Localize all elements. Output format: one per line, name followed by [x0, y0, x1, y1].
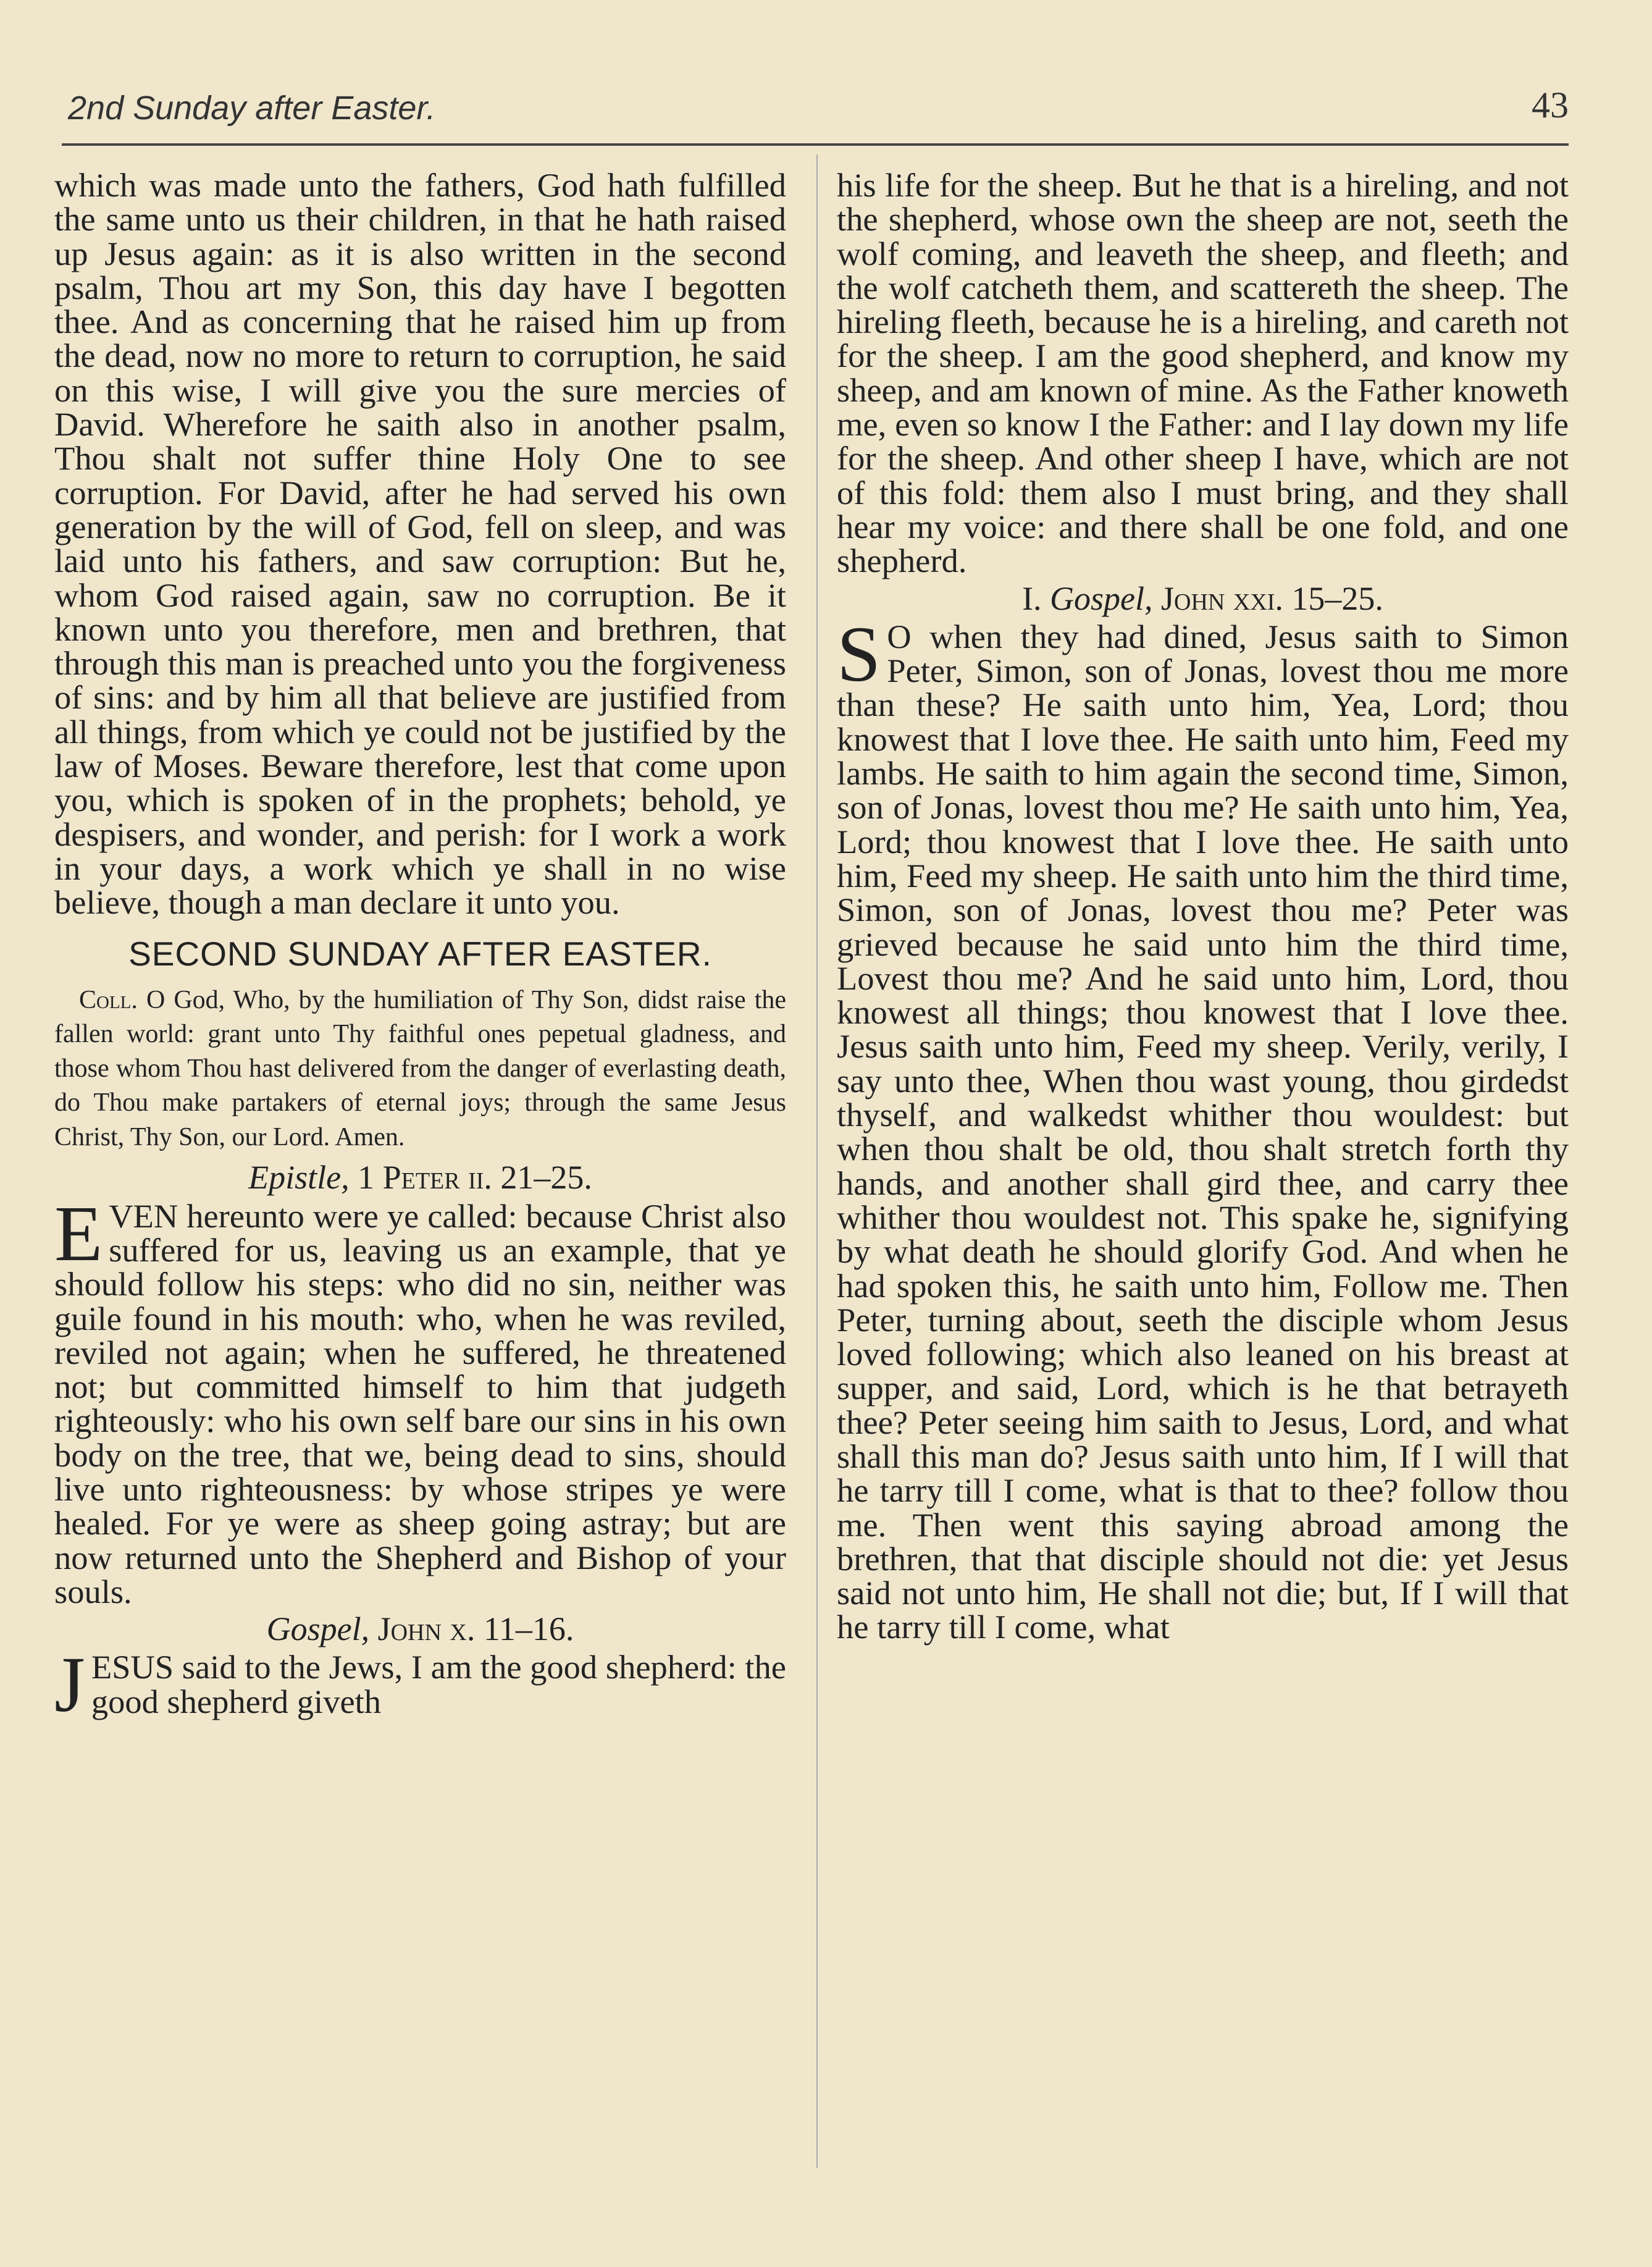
epistle-heading — [54, 1161, 786, 1195]
gospel2-paragraph — [837, 610, 1569, 1646]
acts-continuation-text: which was made unto the fathers, God hath fulfilled the same unto us their children, in that he hath raised up Jesus again: as it is also written in the second psalm, Thou art my Son, this day have I begotten thee. And as concerning that he raised him up from the dead, now no more to return to corruption, he said on this wise, I will give you the sure mercies of David. Wherefore he saith also in another psalm, Thou shalt not suffer thine Holy One to see corruption. For David, after he had served his own generation by the will of God, fell on sleep, and was laid unto his fathers, and saw corruption: But he, whom God raised again, saw no corruption. Be it known unto you therefore, men and brethren, that through this man is preached unto you the forgiveness of sins: and by him all that believe are justified from all things, from which ye could not be justified by the law of Moses. Beware therefore, lest that come upon you, which is spoken of in the prophets; behold, ye despisers, and wonder, and perish: for I work a work in your days, a work which ye shall in no wise believe, though a man declare it unto you. — [54, 166, 786, 922]
gospel2-label: Gospel, — [1050, 579, 1153, 617]
epistle-reference: 1 Peter ii. 21–25. — [358, 1159, 592, 1197]
epistle-dropcap: E — [54, 1189, 103, 1277]
epistle-text: hereunto were ye called: because Christ also suffered for us, leaving us an example, that ye should follow his steps: who did no sin, neither was guile found in his mouth: who, when he was reviled, reviled not again; when he suffered, he threatened not; but committed himself to him that judgeth righteously: who his own self bare our sins in his own body on the tree, that we, being dead to sins, should live unto righteousness: by whose stripes ye were healed. For ye were as sheep going astray; but are now returned unto the Shepherd and Bishop of your souls. — [54, 1197, 787, 1610]
gospel-reference: John x. 11–16. — [377, 1610, 574, 1648]
gospel-continuation-text: his life for the sheep. But he that is a hireling, and not the shepherd, whose own the sheep are not, seeth the wolf coming, and leaveth the sheep, and fleeth; and the wolf catcheth them, and scattereth the sheep. The hireling fleeth, because he is a hireling, and careth not for the sheep. I am the good shepherd, and know my sheep, and am known of mine. As the Father knoweth me, even so know I the Father: and I lay down my life for the sheep. And other sheep I have, which are not of this fold: them also I must bring, and they shall hear my voice: and there shall be one fold, and one shepherd. — [837, 166, 1569, 580]
gospel-caps: ESUS — [91, 1648, 174, 1686]
gospel2-reference: John xxi. 15–25. — [1161, 579, 1383, 617]
gospel2-caps: O — [887, 617, 912, 655]
epistle-paragraph — [54, 1189, 787, 1610]
gospel-dropcap: J — [54, 1641, 85, 1729]
gospel-paragraph — [54, 1641, 786, 1729]
column-divider — [816, 154, 818, 2168]
gospel2-dropcap: S — [837, 610, 881, 698]
header-rule — [62, 143, 1569, 146]
page-number: 43 — [1532, 85, 1569, 125]
gospel-label: Gospel, — [266, 1610, 370, 1648]
left-column — [54, 166, 787, 1729]
epistle-label: Epistle, — [248, 1159, 350, 1197]
page-header — [62, 86, 1569, 136]
epistle-caps: VEN — [109, 1197, 178, 1235]
gospel2-prefix: I. — [1022, 579, 1042, 617]
running-head: 2nd Sunday after Easter. — [68, 90, 436, 127]
collect-label: Coll. — [79, 985, 138, 1014]
section-title: SECOND SUNDAY AFTER EASTER. — [128, 934, 712, 973]
right-column — [837, 168, 1569, 1644]
gospel2-text: when they had dined, Jesus saith to Simon Peter, Simon, son of Jonas, lovest thou me more than these? He saith unto him, Yea, Lord; thou knowest that I love thee. He saith unto him, Feed my lambs. He saith to him again the second time, Simon, son of Jonas, lovest thou me? He saith unto him, Yea, Lord; thou knowest that I love thee. He saith unto him, Feed my sheep. He saith unto him the third time, Simon, son of Jonas, lovest thou me? Peter was grieved because he said unto him the third time, Lovest thou me? And he said unto him, Lord, thou knowest all things; thou knowest that I love thee. Jesus saith unto him, Feed my sheep. Verily, verily, I say unto thee, When thou wast young, thou girdedst thyself, and walkedst whither thou wouldest: but when thou shalt be old, thou shalt stretch forth thy hands, and another shall gird thee, and carry thee whither thou wouldest not. This spake he, signifying by what death he should glorify God. And when he had spoken this, he saith unto him, Follow me. Then Peter, turning about, seeth the disciple whom Jesus loved following; which also leaned on his breast at supper, and said, Lord, which is he that betrayeth thee? Peter seeing him saith to Jesus, Lord, and what shall this man do? Jesus saith unto him, If I will that he tarry till I come, what is that to thee? follow thou me. Then went this saying abroad among the brethren, that that disciple should not die: yet Jesus said not unto him, He shall not die; but, If I will that he tarry till I come, what — [837, 617, 1569, 1646]
gospel2-heading — [837, 579, 1569, 617]
collect-text: O God, Who, by the humiliation of Thy Son, didst raise the fallen world: grant unto Thy faithful ones pepetual gladness, and those whom Thou hast delivered from the danger of everlasting death, do Thou make partakers of eternal joys; through the same Jesus Christ, Thy Son, our Lord. Amen. — [54, 985, 787, 1151]
gospel-heading — [54, 1612, 786, 1646]
collect-paragraph — [54, 983, 786, 1155]
gospel-text: said to the Jews, I am the good shepherd: the good shepherd giveth — [91, 1648, 786, 1720]
